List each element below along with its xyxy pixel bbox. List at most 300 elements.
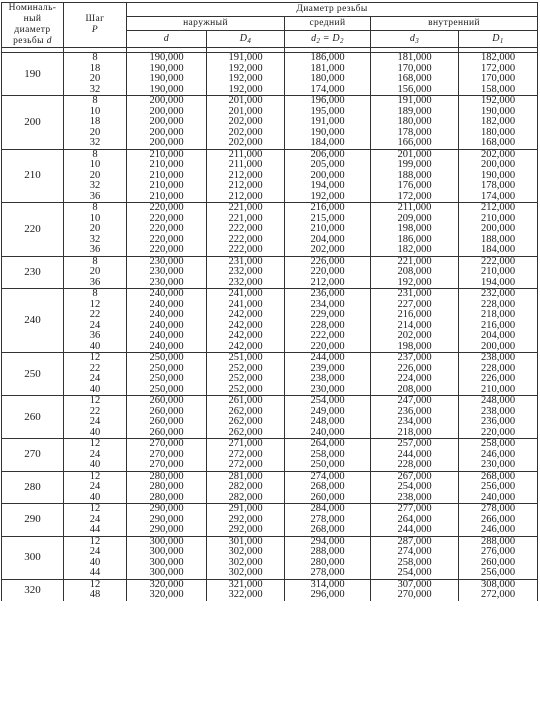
pitch-cell: 20 bbox=[64, 267, 127, 278]
table-row bbox=[2, 300, 538, 311]
outer-D4-cell: 202,000 bbox=[207, 138, 285, 149]
table-row bbox=[2, 536, 538, 547]
outer-d-cell: 240,000 bbox=[127, 300, 207, 311]
table-row bbox=[2, 471, 538, 482]
pitch-cell: 32 bbox=[64, 85, 127, 96]
inner-d3-cell: 247,000 bbox=[371, 396, 459, 407]
pitch-cell: 12 bbox=[64, 396, 127, 407]
inner-D1-cell: 276,000 bbox=[459, 547, 538, 558]
table-row bbox=[2, 428, 538, 439]
nominal-diameter-cell: 190 bbox=[2, 53, 64, 96]
col-D4-sub: 4 bbox=[247, 36, 252, 45]
outer-d-cell: 220,000 bbox=[127, 214, 207, 225]
middle-d2-cell: 238,000 bbox=[285, 374, 371, 385]
outer-d-cell: 300,000 bbox=[127, 568, 207, 579]
outer-D4-cell: 192,000 bbox=[207, 64, 285, 75]
inner-d3-cell: 216,000 bbox=[371, 310, 459, 321]
outer-D4-cell: 241,000 bbox=[207, 289, 285, 300]
outer-d-cell: 280,000 bbox=[127, 493, 207, 504]
nominal-diameter-cell: 270 bbox=[2, 439, 64, 472]
middle-d2-cell: 204,000 bbox=[285, 235, 371, 246]
pitch-cell: 8 bbox=[64, 203, 127, 214]
inner-D1-cell: 236,000 bbox=[459, 417, 538, 428]
inner-D1-cell: 202,000 bbox=[459, 149, 538, 160]
nominal-diameter-cell: 240 bbox=[2, 289, 64, 353]
diameter-group bbox=[2, 289, 538, 353]
inner-d3-cell: 156,000 bbox=[371, 85, 459, 96]
middle-d2-cell: 278,000 bbox=[285, 568, 371, 579]
inner-d3-cell: 274,000 bbox=[371, 547, 459, 558]
col-d3-header bbox=[371, 31, 459, 48]
table-row bbox=[2, 385, 538, 396]
diameter-group bbox=[2, 96, 538, 150]
outer-d-cell: 210,000 bbox=[127, 171, 207, 182]
outer-D4-cell: 221,000 bbox=[207, 214, 285, 225]
diameter-group bbox=[2, 471, 538, 504]
inner-d3-cell: 199,000 bbox=[371, 160, 459, 171]
inner-d3-cell: 277,000 bbox=[371, 504, 459, 515]
outer-d-cell: 290,000 bbox=[127, 525, 207, 536]
outer-D4-cell: 272,000 bbox=[207, 450, 285, 461]
nominal-diameter-header bbox=[2, 3, 64, 48]
middle-d2-cell: 186,000 bbox=[285, 53, 371, 64]
inner-d3-cell: 201,000 bbox=[371, 149, 459, 160]
pitch-cell: 12 bbox=[64, 579, 127, 590]
outer-D4-cell: 212,000 bbox=[207, 192, 285, 203]
table-row bbox=[2, 396, 538, 407]
outer-D4-cell: 262,000 bbox=[207, 417, 285, 428]
outer-D4-cell: 272,000 bbox=[207, 460, 285, 471]
inner-d3-cell: 236,000 bbox=[371, 407, 459, 418]
inner-d3-cell: 254,000 bbox=[371, 482, 459, 493]
inner-D1-cell: 158,000 bbox=[459, 85, 538, 96]
pitch-cell: 40 bbox=[64, 385, 127, 396]
pitch-cell: 8 bbox=[64, 149, 127, 160]
table-row bbox=[2, 450, 538, 461]
middle-d2-cell: 294,000 bbox=[285, 536, 371, 547]
middle-d2-cell: 278,000 bbox=[285, 515, 371, 526]
outer-D4-cell: 262,000 bbox=[207, 428, 285, 439]
outer-D4-cell: 321,000 bbox=[207, 579, 285, 590]
outer-d-cell: 280,000 bbox=[127, 482, 207, 493]
inner-diameter-header: внутренний bbox=[371, 17, 538, 31]
middle-d2-cell: 230,000 bbox=[285, 385, 371, 396]
outer-D4-cell: 222,000 bbox=[207, 245, 285, 256]
outer-D4-cell: 231,000 bbox=[207, 256, 285, 267]
outer-d-cell: 210,000 bbox=[127, 181, 207, 192]
middle-d2-cell: 254,000 bbox=[285, 396, 371, 407]
table-row bbox=[2, 590, 538, 601]
middle-d2-cell: 264,000 bbox=[285, 439, 371, 450]
outer-d-cell: 240,000 bbox=[127, 289, 207, 300]
inner-D1-cell: 278,000 bbox=[459, 504, 538, 515]
outer-D4-cell: 232,000 bbox=[207, 267, 285, 278]
outer-D4-cell: 201,000 bbox=[207, 96, 285, 107]
inner-d3-cell: 264,000 bbox=[371, 515, 459, 526]
inner-D1-cell: 172,000 bbox=[459, 64, 538, 75]
table-row bbox=[2, 96, 538, 107]
outer-d-cell: 220,000 bbox=[127, 203, 207, 214]
inner-d3-cell: 172,000 bbox=[371, 192, 459, 203]
outer-D4-cell: 201,000 bbox=[207, 107, 285, 118]
table-row bbox=[2, 515, 538, 526]
col-d-header bbox=[127, 31, 207, 48]
pitch-cell: 24 bbox=[64, 417, 127, 428]
table-row bbox=[2, 353, 538, 364]
middle-d2-cell: 180,000 bbox=[285, 74, 371, 85]
outer-d-cell: 220,000 bbox=[127, 235, 207, 246]
middle-d2-cell: 192,000 bbox=[285, 192, 371, 203]
pitch-cell: 10 bbox=[64, 214, 127, 225]
outer-d-cell: 220,000 bbox=[127, 245, 207, 256]
table-row bbox=[2, 171, 538, 182]
inner-D1-cell: 238,000 bbox=[459, 407, 538, 418]
outer-D4-cell: 262,000 bbox=[207, 407, 285, 418]
outer-D4-cell: 322,000 bbox=[207, 590, 285, 601]
inner-D1-cell: 246,000 bbox=[459, 450, 538, 461]
outer-D4-cell: 242,000 bbox=[207, 310, 285, 321]
inner-d3-cell: 170,000 bbox=[371, 64, 459, 75]
table-row bbox=[2, 460, 538, 471]
nominal-diameter-cell: 220 bbox=[2, 203, 64, 257]
inner-D1-cell: 168,000 bbox=[459, 138, 538, 149]
inner-D1-cell: 190,000 bbox=[459, 107, 538, 118]
table-row bbox=[2, 245, 538, 256]
pitch-cell: 40 bbox=[64, 493, 127, 504]
diameter-group bbox=[2, 353, 538, 396]
table-row bbox=[2, 407, 538, 418]
pitch-cell: 44 bbox=[64, 568, 127, 579]
pitch-cell: 12 bbox=[64, 439, 127, 450]
col-D2-sub: 2 bbox=[339, 36, 344, 45]
table-row bbox=[2, 160, 538, 171]
inner-d3-cell: 270,000 bbox=[371, 590, 459, 601]
nominal-diameter-symbol: d bbox=[46, 35, 52, 46]
pitch-cell: 8 bbox=[64, 53, 127, 64]
pitch-cell: 18 bbox=[64, 117, 127, 128]
inner-D1-cell: 222,000 bbox=[459, 256, 538, 267]
outer-D4-cell: 232,000 bbox=[207, 278, 285, 289]
pitch-cell: 10 bbox=[64, 160, 127, 171]
table-row bbox=[2, 64, 538, 75]
outer-d-cell: 290,000 bbox=[127, 515, 207, 526]
nominal-diameter-cell: 210 bbox=[2, 149, 64, 203]
outer-d-cell: 280,000 bbox=[127, 471, 207, 482]
diameter-group bbox=[2, 203, 538, 257]
nominal-diameter-cell: 300 bbox=[2, 536, 64, 579]
pitch-cell: 32 bbox=[64, 181, 127, 192]
outer-D4-cell: 281,000 bbox=[207, 471, 285, 482]
col-d3-sub: 3 bbox=[415, 36, 420, 45]
col-D2-base: D bbox=[332, 32, 340, 44]
inner-D1-cell: 190,000 bbox=[459, 171, 538, 182]
inner-d3-cell: 214,000 bbox=[371, 321, 459, 332]
inner-d3-cell: 176,000 bbox=[371, 181, 459, 192]
middle-d2-cell: 212,000 bbox=[285, 278, 371, 289]
inner-d3-cell: 231,000 bbox=[371, 289, 459, 300]
pitch-cell: 24 bbox=[64, 450, 127, 461]
middle-d2-cell: 314,000 bbox=[285, 579, 371, 590]
pitch-cell: 36 bbox=[64, 192, 127, 203]
nominal-diameter-cell: 290 bbox=[2, 504, 64, 537]
pitch-cell: 36 bbox=[64, 245, 127, 256]
outer-d-cell: 200,000 bbox=[127, 96, 207, 107]
table-row bbox=[2, 558, 538, 569]
middle-d2-cell: 248,000 bbox=[285, 417, 371, 428]
table-row bbox=[2, 85, 538, 96]
middle-d2-cell: 284,000 bbox=[285, 504, 371, 515]
outer-D4-cell: 242,000 bbox=[207, 331, 285, 342]
inner-D1-cell: 268,000 bbox=[459, 471, 538, 482]
inner-D1-cell: 212,000 bbox=[459, 203, 538, 214]
inner-d3-cell: 182,000 bbox=[371, 245, 459, 256]
pitch-cell: 32 bbox=[64, 235, 127, 246]
outer-D4-cell: 242,000 bbox=[207, 321, 285, 332]
pitch-cell: 24 bbox=[64, 374, 127, 385]
inner-D1-cell: 194,000 bbox=[459, 278, 538, 289]
col-d2-D2-header bbox=[285, 31, 371, 48]
outer-diameter-header: наружный bbox=[127, 17, 285, 31]
middle-d2-cell: 222,000 bbox=[285, 331, 371, 342]
outer-d-cell: 260,000 bbox=[127, 407, 207, 418]
outer-d-cell: 270,000 bbox=[127, 439, 207, 450]
middle-d2-cell: 240,000 bbox=[285, 428, 371, 439]
inner-d3-cell: 244,000 bbox=[371, 525, 459, 536]
outer-d-cell: 200,000 bbox=[127, 138, 207, 149]
inner-d3-cell: 168,000 bbox=[371, 74, 459, 85]
inner-D1-cell: 174,000 bbox=[459, 192, 538, 203]
inner-D1-cell: 188,000 bbox=[459, 235, 538, 246]
middle-d2-cell: 215,000 bbox=[285, 214, 371, 225]
inner-D1-cell: 260,000 bbox=[459, 558, 538, 569]
inner-d3-cell: 191,000 bbox=[371, 96, 459, 107]
table-row bbox=[2, 278, 538, 289]
inner-d3-cell: 226,000 bbox=[371, 364, 459, 375]
outer-d-cell: 220,000 bbox=[127, 224, 207, 235]
inner-D1-cell: 216,000 bbox=[459, 321, 538, 332]
inner-D1-cell: 210,000 bbox=[459, 385, 538, 396]
table-row bbox=[2, 192, 538, 203]
nominal-diameter-cell: 230 bbox=[2, 256, 64, 289]
table-row bbox=[2, 321, 538, 332]
nominal-diameter-label: Номиналь-ный диаметр резьбы bbox=[8, 3, 57, 46]
middle-d2-cell: 220,000 bbox=[285, 342, 371, 353]
inner-D1-cell: 182,000 bbox=[459, 117, 538, 128]
thread-diameter-header: Диаметр резьбы bbox=[127, 3, 538, 17]
nominal-diameter-cell: 200 bbox=[2, 96, 64, 150]
outer-D4-cell: 291,000 bbox=[207, 504, 285, 515]
middle-d2-cell: 174,000 bbox=[285, 85, 371, 96]
thread-dimensions-table bbox=[1, 2, 538, 601]
table-row bbox=[2, 482, 538, 493]
outer-D4-cell: 192,000 bbox=[207, 85, 285, 96]
pitch-cell: 36 bbox=[64, 331, 127, 342]
outer-D4-cell: 222,000 bbox=[207, 235, 285, 246]
middle-d2-cell: 236,000 bbox=[285, 289, 371, 300]
inner-D1-cell: 178,000 bbox=[459, 181, 538, 192]
middle-d2-cell: 194,000 bbox=[285, 181, 371, 192]
pitch-cell: 20 bbox=[64, 224, 127, 235]
outer-d-cell: 210,000 bbox=[127, 192, 207, 203]
inner-D1-cell: 220,000 bbox=[459, 428, 538, 439]
inner-D1-cell: 200,000 bbox=[459, 160, 538, 171]
inner-d3-cell: 198,000 bbox=[371, 342, 459, 353]
inner-d3-cell: 267,000 bbox=[371, 471, 459, 482]
inner-d3-cell: 254,000 bbox=[371, 568, 459, 579]
outer-D4-cell: 202,000 bbox=[207, 128, 285, 139]
outer-D4-cell: 252,000 bbox=[207, 364, 285, 375]
pitch-cell: 24 bbox=[64, 547, 127, 558]
table-header bbox=[2, 3, 538, 53]
inner-d3-cell: 166,000 bbox=[371, 138, 459, 149]
outer-d-cell: 260,000 bbox=[127, 396, 207, 407]
inner-D1-cell: 248,000 bbox=[459, 396, 538, 407]
middle-d2-cell: 280,000 bbox=[285, 558, 371, 569]
middle-d2-cell: 274,000 bbox=[285, 471, 371, 482]
nominal-diameter-cell: 260 bbox=[2, 396, 64, 439]
outer-d-cell: 200,000 bbox=[127, 107, 207, 118]
inner-D1-cell: 218,000 bbox=[459, 310, 538, 321]
table-row bbox=[2, 310, 538, 321]
outer-d-cell: 200,000 bbox=[127, 128, 207, 139]
outer-d-cell: 270,000 bbox=[127, 460, 207, 471]
middle-d2-cell: 249,000 bbox=[285, 407, 371, 418]
inner-D1-cell: 182,000 bbox=[459, 53, 538, 64]
pitch-cell: 44 bbox=[64, 525, 127, 536]
outer-D4-cell: 242,000 bbox=[207, 342, 285, 353]
table-row bbox=[2, 235, 538, 246]
inner-D1-cell: 180,000 bbox=[459, 128, 538, 139]
outer-D4-cell: 211,000 bbox=[207, 149, 285, 160]
outer-D4-cell: 241,000 bbox=[207, 300, 285, 311]
inner-d3-cell: 189,000 bbox=[371, 107, 459, 118]
inner-D1-cell: 230,000 bbox=[459, 460, 538, 471]
inner-d3-cell: 192,000 bbox=[371, 278, 459, 289]
inner-d3-cell: 228,000 bbox=[371, 460, 459, 471]
table-row bbox=[2, 568, 538, 579]
pitch-cell: 12 bbox=[64, 536, 127, 547]
diameter-group bbox=[2, 579, 538, 601]
inner-d3-cell: 186,000 bbox=[371, 235, 459, 246]
table-row bbox=[2, 342, 538, 353]
inner-d3-cell: 227,000 bbox=[371, 300, 459, 311]
middle-d2-cell: 181,000 bbox=[285, 64, 371, 75]
outer-d-cell: 190,000 bbox=[127, 53, 207, 64]
table-row bbox=[2, 417, 538, 428]
middle-diameter-header: средний bbox=[285, 17, 371, 31]
outer-d-cell: 260,000 bbox=[127, 428, 207, 439]
pitch-cell: 40 bbox=[64, 428, 127, 439]
outer-D4-cell: 212,000 bbox=[207, 171, 285, 182]
table-row bbox=[2, 117, 538, 128]
pitch-cell: 24 bbox=[64, 515, 127, 526]
col-eq-sign: = bbox=[323, 32, 330, 44]
outer-d-cell: 230,000 bbox=[127, 278, 207, 289]
outer-d-cell: 210,000 bbox=[127, 160, 207, 171]
outer-d-cell: 210,000 bbox=[127, 149, 207, 160]
outer-d-cell: 300,000 bbox=[127, 536, 207, 547]
table-row bbox=[2, 493, 538, 504]
inner-D1-cell: 204,000 bbox=[459, 331, 538, 342]
table-row bbox=[2, 504, 538, 515]
table-row bbox=[2, 256, 538, 267]
middle-d2-cell: 206,000 bbox=[285, 149, 371, 160]
inner-D1-cell: 240,000 bbox=[459, 493, 538, 504]
table-row bbox=[2, 579, 538, 590]
pitch-cell: 12 bbox=[64, 471, 127, 482]
inner-D1-cell: 246,000 bbox=[459, 525, 538, 536]
inner-d3-cell: 208,000 bbox=[371, 385, 459, 396]
middle-d2-cell: 195,000 bbox=[285, 107, 371, 118]
pitch-cell: 32 bbox=[64, 138, 127, 149]
inner-d3-cell: 224,000 bbox=[371, 374, 459, 385]
table-row bbox=[2, 547, 538, 558]
pitch-cell: 22 bbox=[64, 407, 127, 418]
middle-d2-cell: 250,000 bbox=[285, 460, 371, 471]
middle-d2-cell: 244,000 bbox=[285, 353, 371, 364]
outer-d-cell: 190,000 bbox=[127, 85, 207, 96]
pitch-cell: 8 bbox=[64, 256, 127, 267]
inner-d3-cell: 178,000 bbox=[371, 128, 459, 139]
inner-D1-cell: 256,000 bbox=[459, 568, 538, 579]
outer-d-cell: 270,000 bbox=[127, 450, 207, 461]
inner-d3-cell: 221,000 bbox=[371, 256, 459, 267]
pitch-cell: 20 bbox=[64, 74, 127, 85]
outer-d-cell: 250,000 bbox=[127, 385, 207, 396]
inner-d3-cell: 208,000 bbox=[371, 267, 459, 278]
table-row bbox=[2, 74, 538, 85]
middle-d2-cell: 260,000 bbox=[285, 493, 371, 504]
middle-d2-cell: 216,000 bbox=[285, 203, 371, 214]
diameter-group bbox=[2, 439, 538, 472]
middle-d2-cell: 191,000 bbox=[285, 117, 371, 128]
outer-d-cell: 240,000 bbox=[127, 310, 207, 321]
outer-D4-cell: 221,000 bbox=[207, 203, 285, 214]
inner-D1-cell: 228,000 bbox=[459, 300, 538, 311]
middle-d2-cell: 239,000 bbox=[285, 364, 371, 375]
outer-d-cell: 240,000 bbox=[127, 331, 207, 342]
outer-D4-cell: 252,000 bbox=[207, 374, 285, 385]
outer-d-cell: 200,000 bbox=[127, 117, 207, 128]
table-row bbox=[2, 439, 538, 450]
pitch-cell: 36 bbox=[64, 278, 127, 289]
pitch-cell: 8 bbox=[64, 289, 127, 300]
middle-d2-cell: 234,000 bbox=[285, 300, 371, 311]
pitch-cell: 40 bbox=[64, 460, 127, 471]
pitch-cell: 20 bbox=[64, 128, 127, 139]
pitch-cell: 48 bbox=[64, 590, 127, 601]
table-row bbox=[2, 525, 538, 536]
middle-d2-cell: 205,000 bbox=[285, 160, 371, 171]
middle-d2-cell: 184,000 bbox=[285, 138, 371, 149]
pitch-cell: 10 bbox=[64, 107, 127, 118]
table-row bbox=[2, 107, 538, 118]
table-row bbox=[2, 53, 538, 64]
inner-d3-cell: 211,000 bbox=[371, 203, 459, 214]
outer-D4-cell: 302,000 bbox=[207, 568, 285, 579]
outer-d-cell: 190,000 bbox=[127, 74, 207, 85]
middle-d2-cell: 258,000 bbox=[285, 450, 371, 461]
outer-d-cell: 190,000 bbox=[127, 64, 207, 75]
table-row bbox=[2, 364, 538, 375]
nominal-diameter-cell: 250 bbox=[2, 353, 64, 396]
outer-d-cell: 240,000 bbox=[127, 342, 207, 353]
outer-D4-cell: 192,000 bbox=[207, 74, 285, 85]
outer-D4-cell: 212,000 bbox=[207, 181, 285, 192]
inner-D1-cell: 200,000 bbox=[459, 342, 538, 353]
inner-d3-cell: 257,000 bbox=[371, 439, 459, 450]
outer-D4-cell: 302,000 bbox=[207, 558, 285, 569]
